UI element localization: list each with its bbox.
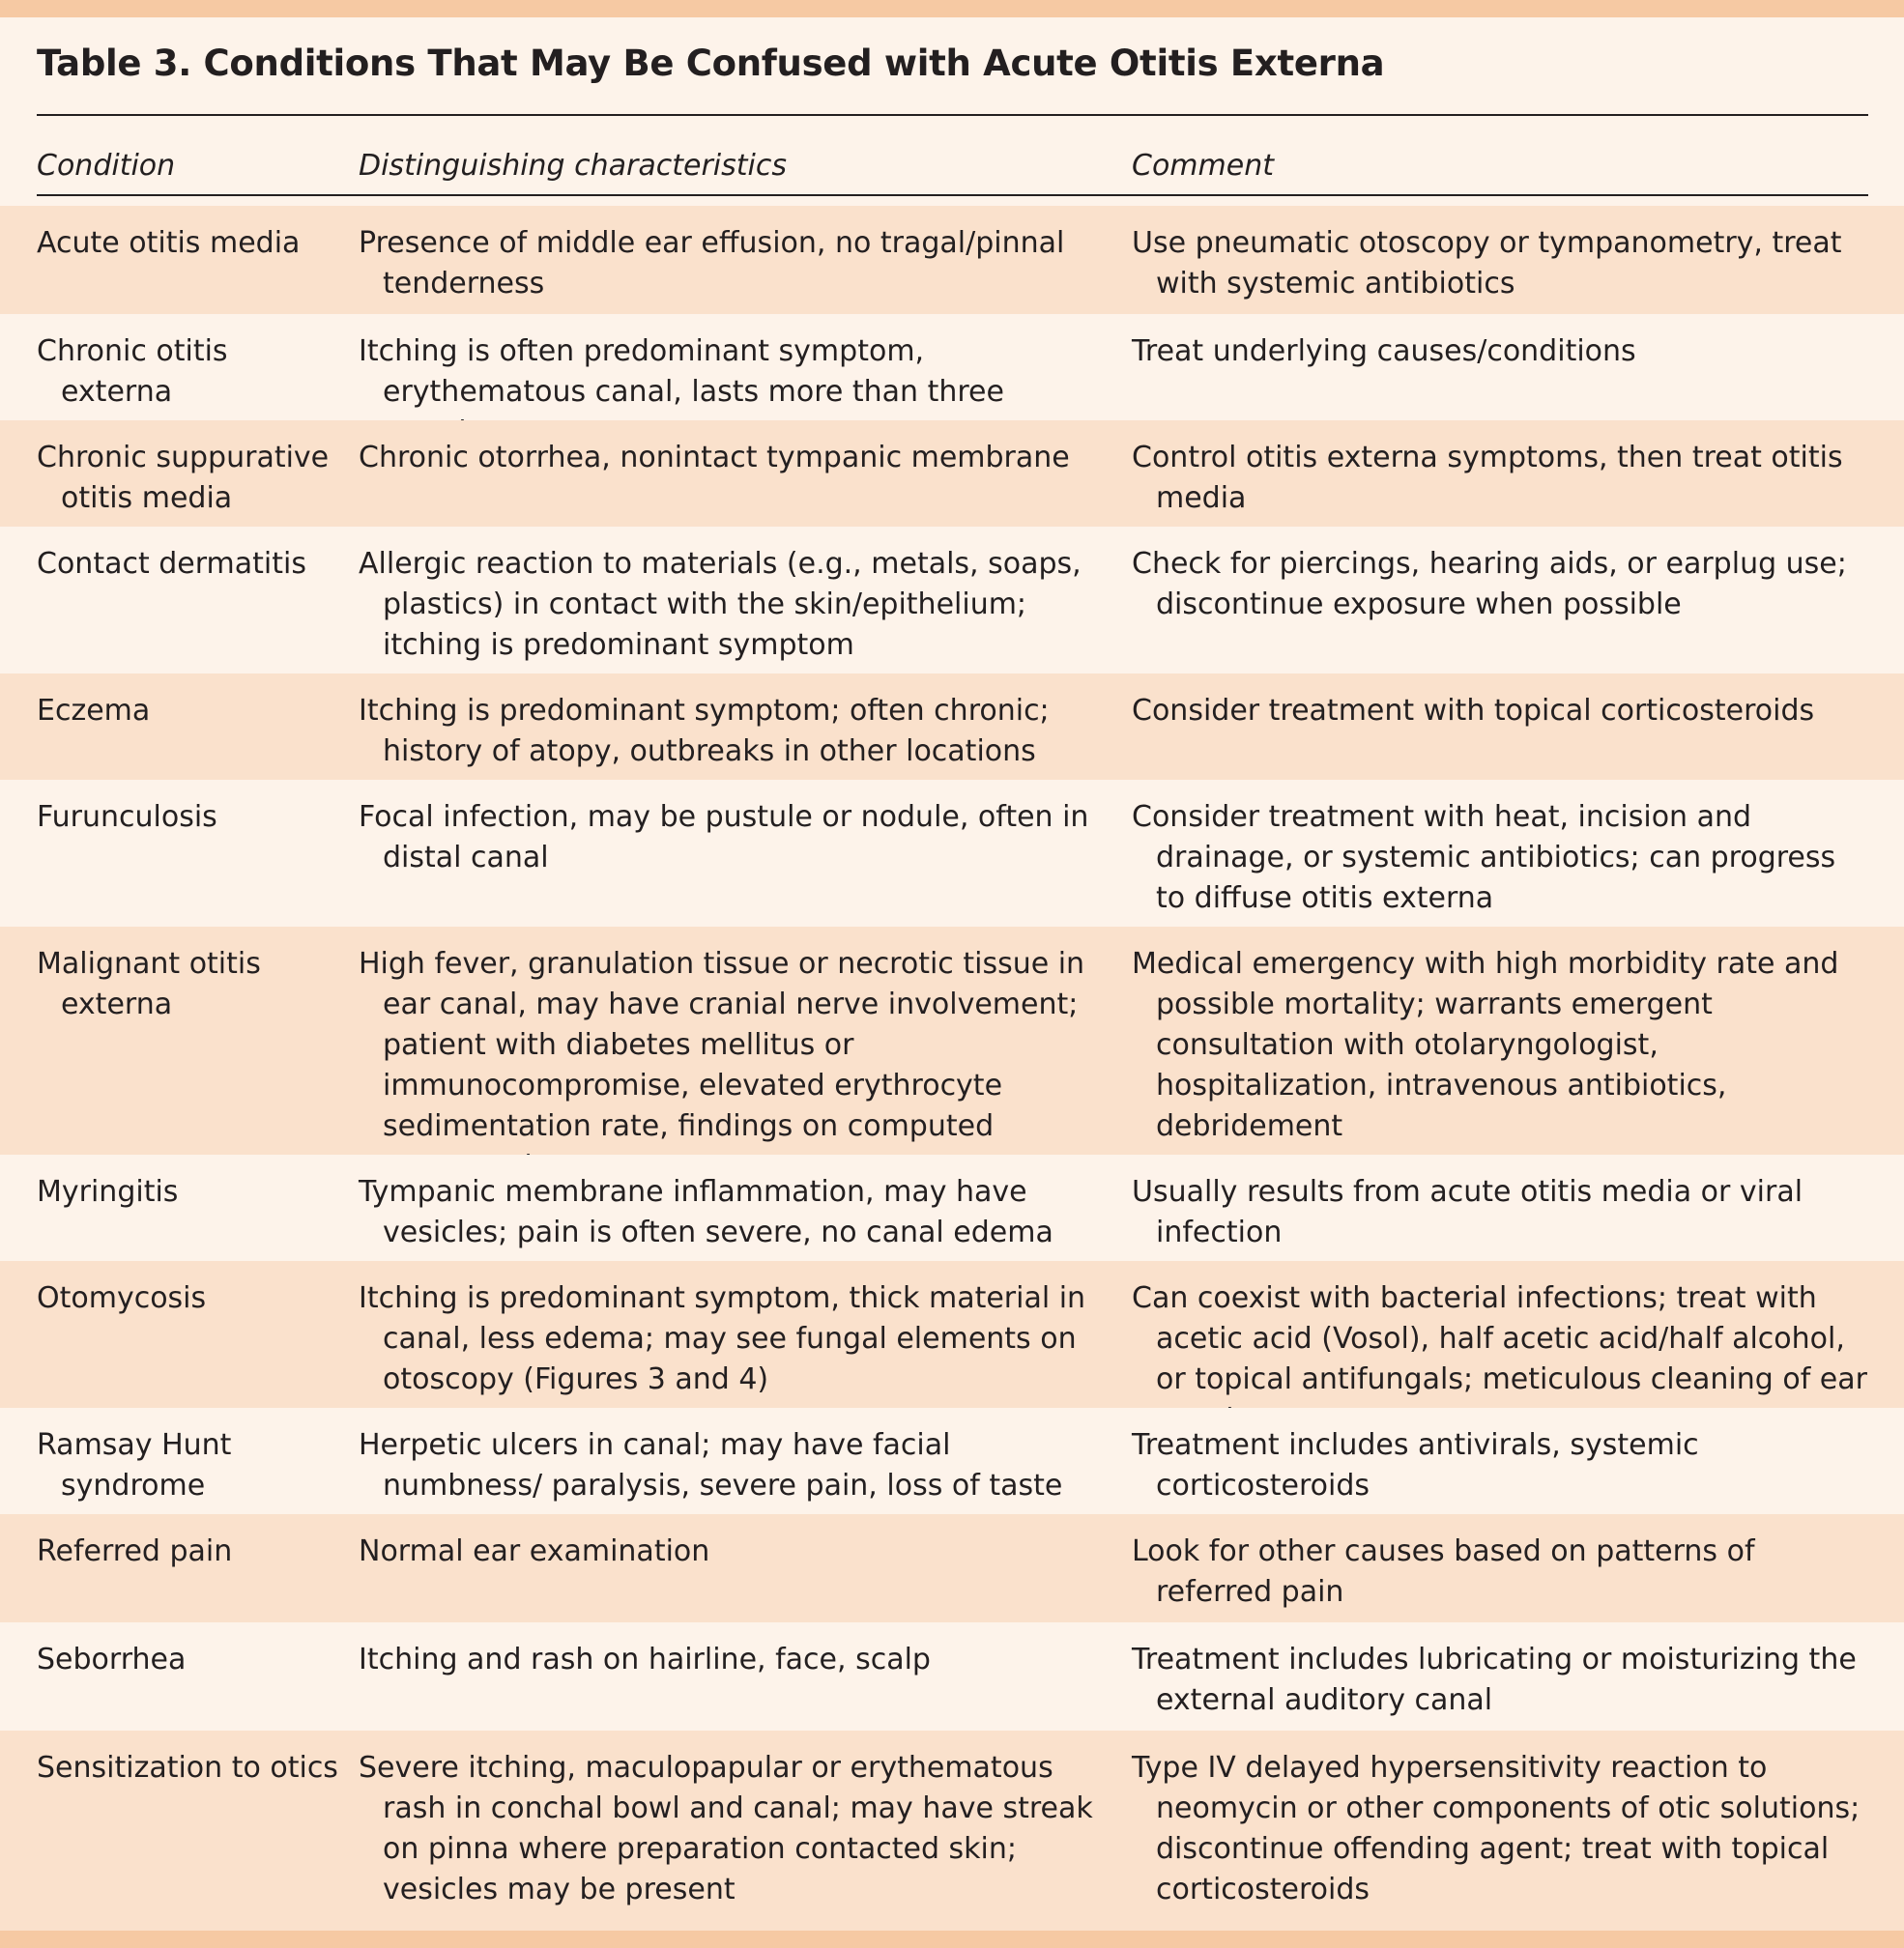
cell-comment: Control otitis externa symptoms, then treat otitis media	[1132, 441, 1843, 515]
cell-comment: Look for other causes based on patterns of referred pain	[1132, 1534, 1755, 1609]
table-row	[0, 1155, 1904, 1261]
cell-condition: Chronic suppurative otitis media	[37, 441, 330, 515]
table-row	[0, 1408, 1904, 1514]
table-header-row	[37, 149, 1868, 195]
cell-comment: Use pneumatic otoscopy or tympanometry, treat with systemic antibiotics	[1132, 226, 1842, 301]
cell-characteristics: Presence of middle ear effusion, no tragal/pinnal tenderness	[359, 226, 1065, 301]
cell-condition: Acute otitis media	[37, 226, 301, 260]
cell-condition: Otomycosis	[37, 1281, 207, 1315]
title-divider	[37, 114, 1868, 116]
table-row	[0, 927, 1904, 1155]
cell-comment: Consider treatment with heat, incision and drainage, or systemic antibiotics; can progress to diffuse otitis externa	[1132, 800, 1836, 915]
cell-condition: Malignant otitis externa	[37, 947, 261, 1021]
cell-condition: Referred pain	[37, 1534, 233, 1568]
cell-characteristics: Herpetic ulcers in canal; may have facial numbness/ paralysis, severe pain, loss of taste	[359, 1428, 1063, 1503]
cell-characteristics: Focal infection, may be pustule or nodule, often in distal canal	[359, 800, 1089, 874]
cell-characteristics: Itching is often predominant symptom, erythematous canal, lasts more than three	[359, 334, 1004, 409]
cell-characteristics: Normal ear examination	[359, 1534, 710, 1568]
table-row	[0, 1731, 1904, 1935]
cell-characteristics: High fever, granulation tissue or necrotic tissue in ear canal, may have cranial nerve involvement; patient with diabetes mellitus or immunocompromise, elevated erythrocyte sedimentation rate, findings on computed	[359, 947, 1085, 1143]
cell-condition: Sensitization to otics	[37, 1751, 338, 1785]
cell-comment: Treat underlying causes/conditions	[1132, 334, 1636, 368]
table-title: Table 3. Conditions That May Be Confused with Acute Otitis Externa	[37, 43, 1385, 84]
bottom-accent-band	[0, 1931, 1904, 1948]
table-row	[0, 420, 1904, 527]
cell-characteristics: Itching is predominant symptom, thick material in canal, less edema; may see fungal elements on otoscopy (Figures 3 and 4)	[359, 1281, 1086, 1396]
cell-comment: Treatment includes antivirals, systemic corticosteroids	[1132, 1428, 1699, 1503]
cell-condition: Eczema	[37, 694, 151, 728]
cell-condition: Contact dermatitis	[37, 547, 306, 581]
cell-characteristics: Itching is predominant symptom; often chronic; history of atopy, outbreaks in other locations	[359, 694, 1050, 768]
cell-characteristics: Severe itching, maculopapular or erythematous rash in conchal bowl and canal; may have streak on pinna where preparation contacted skin; vesicles may be present	[359, 1751, 1093, 1906]
table-row	[0, 527, 1904, 673]
cell-comment: Treatment includes lubricating or moisturizing the external auditory canal	[1132, 1643, 1857, 1717]
cell-condition: Seborrhea	[37, 1643, 187, 1676]
table-row	[0, 1261, 1904, 1408]
table-row	[0, 1514, 1904, 1622]
table-row	[0, 314, 1904, 420]
cell-characteristics: Chronic otorrhea, nonintact tympanic membrane	[359, 441, 1070, 474]
cell-condition: Chronic otitis externa	[37, 334, 228, 409]
table-row	[0, 1622, 1904, 1731]
cell-characteristics: Tympanic membrane inflammation, may have vesicles; pain is often severe, no canal edema	[359, 1175, 1053, 1249]
cell-comment: Type IV delayed hypersensitivity reaction to neomycin or other components of otic solutions; discontinue offending agent; treat with topical corticosteroids	[1132, 1751, 1861, 1906]
cell-comment: Consider treatment with topical corticosteroids	[1132, 694, 1815, 728]
header-characteristics: Distinguishing characteristics	[359, 149, 787, 183]
cell-characteristics: Itching and rash on hairline, face, scalp	[359, 1643, 931, 1676]
cell-comment: Check for piercings, hearing aids, or earplug use; discontinue exposure when possible	[1132, 547, 1847, 621]
cell-condition: Ramsay Hunt syndrome	[37, 1428, 232, 1503]
cell-condition: Myringitis	[37, 1175, 179, 1209]
table-row	[0, 780, 1904, 927]
table-row	[0, 206, 1904, 314]
table-body	[0, 206, 1904, 1935]
cell-comment: Medical emergency with high morbidity rate and possible mortality; warrants emergent consultation with otolaryngologist, hospitalization, intravenous antibiotics, debridement	[1132, 947, 1839, 1143]
cell-condition: Furunculosis	[37, 800, 217, 834]
header-comment: Comment	[1132, 149, 1274, 183]
header-divider	[37, 194, 1868, 196]
cell-characteristics: Allergic reaction to materials (e.g., metals, soaps, plastics) in contact with the skin/epithelium; itching is predominant symptom	[359, 547, 1082, 662]
header-condition: Condition	[37, 149, 176, 183]
table-row	[0, 673, 1904, 780]
top-accent-band	[0, 0, 1904, 17]
cell-comment: Usually results from acute otitis media or viral infection	[1132, 1175, 1803, 1249]
cell-comment: Can coexist with bacterial infections; treat with acetic acid (Vosol), half acetic acid/half alcohol, or topical antifungals; meticulous cleaning of ear	[1132, 1281, 1867, 1396]
